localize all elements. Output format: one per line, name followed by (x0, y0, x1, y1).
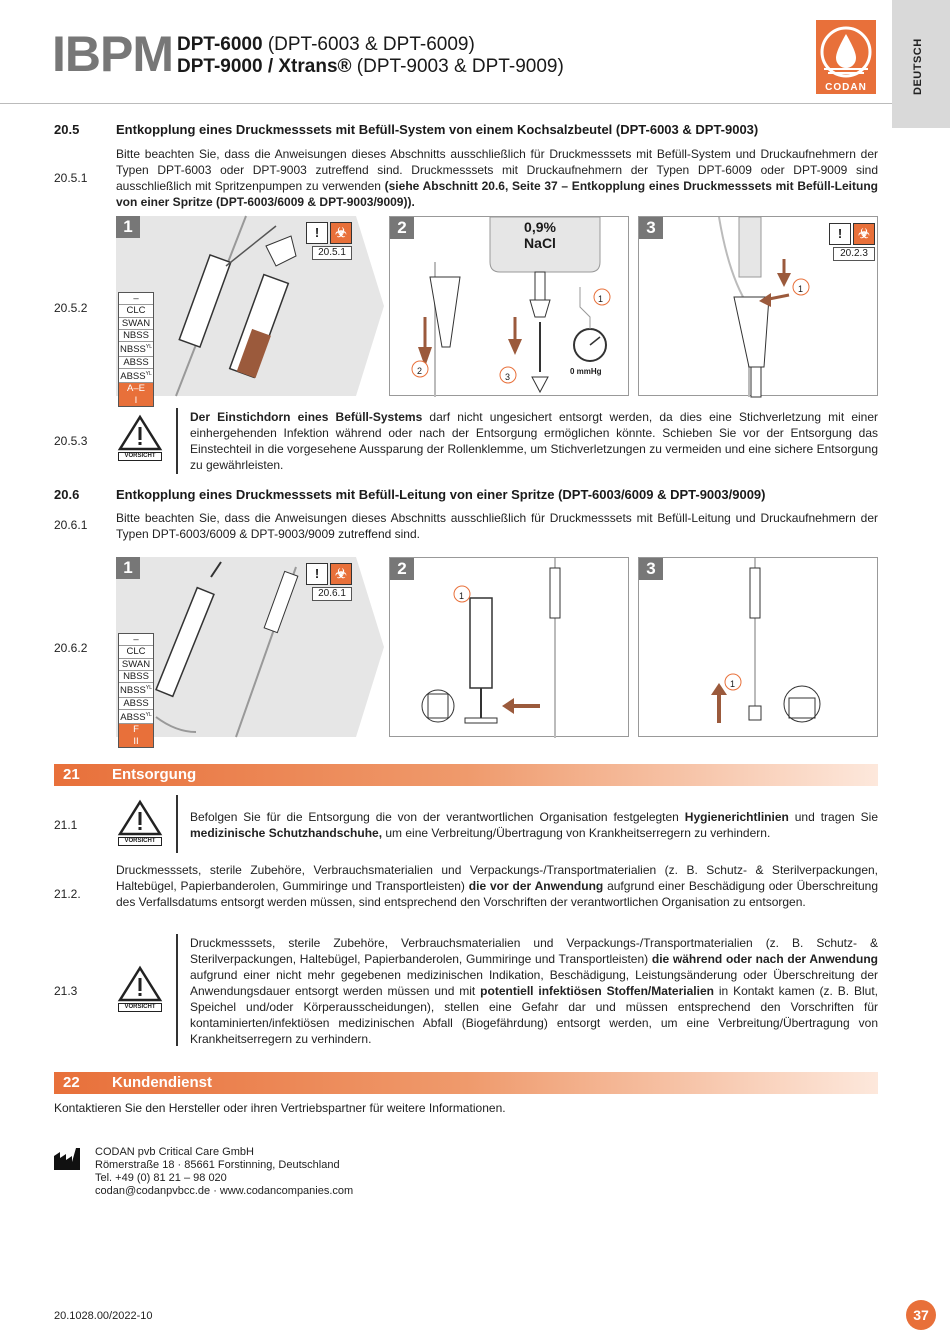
biohazard-icon: ☣ (853, 223, 875, 245)
category-list: – CLC SWAN NBSS $NBSS^{YL}$ ABSS $ABSS^{YL}$ F II (120, 634, 152, 747)
cap-drawing (639, 558, 879, 738)
warning-icon-pair (306, 222, 352, 244)
paragraph-number: 20.6.1 (54, 518, 88, 532)
caution-icon: VORSICHT (118, 415, 162, 461)
model-line-1: DPT-6000 (DPT-6003 & DPT-6009) (177, 34, 475, 55)
syringe-removal-drawing (390, 558, 630, 738)
warning-text: Druckmesssets, sterile Zubehöre, Verbrauchsmaterialien und Verpackungs-/Transportmaterialien (z. B. Schutz- & Sterilverpackungen, Haltebügel, Papierbanderolen, Gummiringe und Transportleisten) die während oder nach der Anwendung aufgrund einer nicht mehr gegebenen medizinischen Indikation, Beschädigung, Leistungsänderung oder Überschreitung der Anwendungsdauer entsorgt werden müssen und mit potentiell infektiösen Stoffen/Materialien in Kontakt kamen (z. B. Blut, Speichel und/oder Körperausscheidungen), stellen eine Gefahr dar und müssen entsprechend den Vorschriften für kontaminierten/infektiösen medizinischen Abfall (Biogefährdung) entsorgt werden, um eine Verbreitung/Übertragung von Krankheitserregern zu verhindern. (190, 936, 879, 1046)
codan-logo (816, 20, 876, 94)
warning-icon-pair (306, 563, 352, 585)
model-line-2: DPT-9000 / Xtrans® (DPT-9003 & DPT-9009) (177, 56, 564, 77)
panel-number: 2 (390, 558, 414, 580)
warning-text: Befolgen Sie für die Entsorgung die von der verantwortlichen Organisation festgelegten Hygienerichtlinien und tragen Sie medizinische Schutzhandschuhe, um eine Verbreitung/Übertragung von Krankheitserregern zu verhindern. (190, 810, 878, 840)
section-title: Entkopplung eines Druckmesssets mit Befüll-System von einem Kochsalzbeutel (DPT-6003 & DPT-9003) (116, 122, 759, 137)
callout-number: 1 (459, 591, 465, 601)
paragraph-number: 20.6.2 (54, 641, 88, 655)
panel-number: 3 (639, 217, 663, 239)
section-heading-band: 22 Kundendienst (54, 1072, 878, 1094)
panel-number: 2 (390, 217, 414, 239)
paragraph-number: 20.5.1 (54, 171, 88, 185)
language-tab: DEUTSCH (892, 0, 950, 128)
caution-icon: VORSICHT (118, 800, 162, 846)
section-number: 20.6 (54, 487, 80, 502)
reference-label: 20.2.3 (833, 247, 875, 261)
brand-title: IBPM (52, 26, 173, 82)
manufacturer-icon (54, 1148, 86, 1170)
category-list: – CLC SWAN NBSS $NBSS^{YL}$ ABSS $ABSS^{YL}$ A–E I (120, 293, 152, 406)
page-number: 37 (906, 1300, 936, 1330)
callout-number: 1 (798, 284, 804, 294)
document-id: 20.1028.00/2022-10 (54, 1310, 153, 1322)
header-divider (0, 103, 892, 104)
section-number: 20.5 (54, 122, 80, 137)
pressure-readout: 0 mmHg (570, 367, 602, 376)
figure-panel-1 (116, 557, 384, 747)
section-heading-band: 21 Entsorgung (54, 764, 878, 786)
logo-text: CODAN (825, 82, 867, 93)
paragraph-text: Bitte beachten Sie, dass die Anweisungen dieses Abschnitts ausschließlich für Druckmesssets mit Befüll-Leitung und Druckaufnehmern der Typen DPT-6003/6009 & DPT-9003/9009 zutreffend sind. (116, 511, 878, 541)
paragraph-text: Druckmesssets, sterile Zubehöre, Verbrauchsmaterialien und Verpackungs-/Transportmaterialien (z. B. Schutz- & Sterilverpackungen, Haltebügel, Papierbanderolen, Gummiringe und Transportleisten) die vor der Anwendung aufgrund einer Beschädigung oder Überschreitung des Verfallsdatums entsorgt werden müssen, sind entsprechend den Vorschriften der verantwortlichen Organisation zu entsorgen. (116, 863, 878, 909)
paragraph-text: Bitte beachten Sie, dass die Anweisungen dieses Abschnitts ausschließlich für Druckmesssets mit Befüll-System und Druckaufnehmern der Typen DPT-6003 oder DPT-9003 zutreffend sind. Druckmesssets mit Druckaufnehmern der Typen DPT-6009 oder DPT-9009 sind ausschließlich mit Spritzenpumpen zu verwenden (siehe Abschnitt 20.6, Seite 37 – Entkopplung eines Druckmesssets mit Befüll-Leitung von einer Spritze (DPT-6003/6009 & DPT-9003/9009)). (116, 147, 878, 209)
warning-icon: ! (306, 222, 328, 244)
paragraph-number: 20.5.2 (54, 301, 88, 315)
panel-number: 1 (116, 557, 140, 579)
warning-text: Der Einstichdorn eines Befüll-Systems darf nicht ungesichert entsorgt werden, da dies eine Stichverletzung mit einer einhergehenden Infektion während oder nach der Entsorgung ermöglichen könnte. Schieben Sie vor der Entsorgung das Einstechteil in die vorgesehene Aussparung der Rollenklemme, um Stichverletzungen zu vermeiden und eine sichere Entsorgung zu gewährleisten. (190, 410, 879, 472)
paragraph-number: 21.2. (54, 887, 81, 901)
figure-panel-2 (389, 557, 629, 737)
figure-panel-1 (116, 216, 384, 406)
nacl-label: 0,9% NaCl (524, 219, 556, 251)
reference-label: 20.5.1 (312, 246, 352, 260)
section-title: Entkopplung eines Druckmesssets mit Befüll-Leitung von einer Spritze (DPT-6003/6009 & DPT-9003/9009) (116, 487, 766, 502)
warning-icon: ! (306, 563, 328, 585)
paragraph-number: 21.3 (54, 984, 78, 998)
figure-panel-3 (638, 557, 878, 737)
paragraph-number: 20.5.3 (54, 434, 88, 448)
reference-label: 20.6.1 (312, 587, 352, 601)
callout-number: 1 (730, 679, 736, 689)
figure-panel-3 (638, 216, 878, 396)
warning-divider (176, 408, 178, 474)
manufacturer-block: CODAN pvb Critical Care GmbH Römerstraße 18 · 85661 Forstinning, Deutschland Tel. +49 (0) 81 21 – 98 020 codan@codanpvbcc.de · www.codancompanies.com (95, 1146, 354, 1197)
warning-divider (176, 934, 178, 1046)
panel-number: 1 (116, 216, 140, 238)
service-text: Kontaktieren Sie den Hersteller oder ihren Vertriebspartner für weitere Informationen. (54, 1101, 506, 1115)
biohazard-icon: ☣ (330, 563, 352, 585)
warning-divider (176, 795, 178, 853)
callout-number: 1 (598, 294, 604, 304)
caution-icon: VORSICHT (118, 966, 162, 1012)
biohazard-icon: ☣ (330, 222, 352, 244)
figure-panel-2 (389, 216, 629, 396)
warning-icon: ! (829, 223, 851, 245)
callout-number: 2 (417, 366, 423, 376)
paragraph-number: 21.1 (54, 818, 78, 832)
panel-number: 3 (639, 558, 663, 580)
callout-number: 3 (505, 372, 511, 382)
warning-icon-pair (829, 223, 875, 245)
